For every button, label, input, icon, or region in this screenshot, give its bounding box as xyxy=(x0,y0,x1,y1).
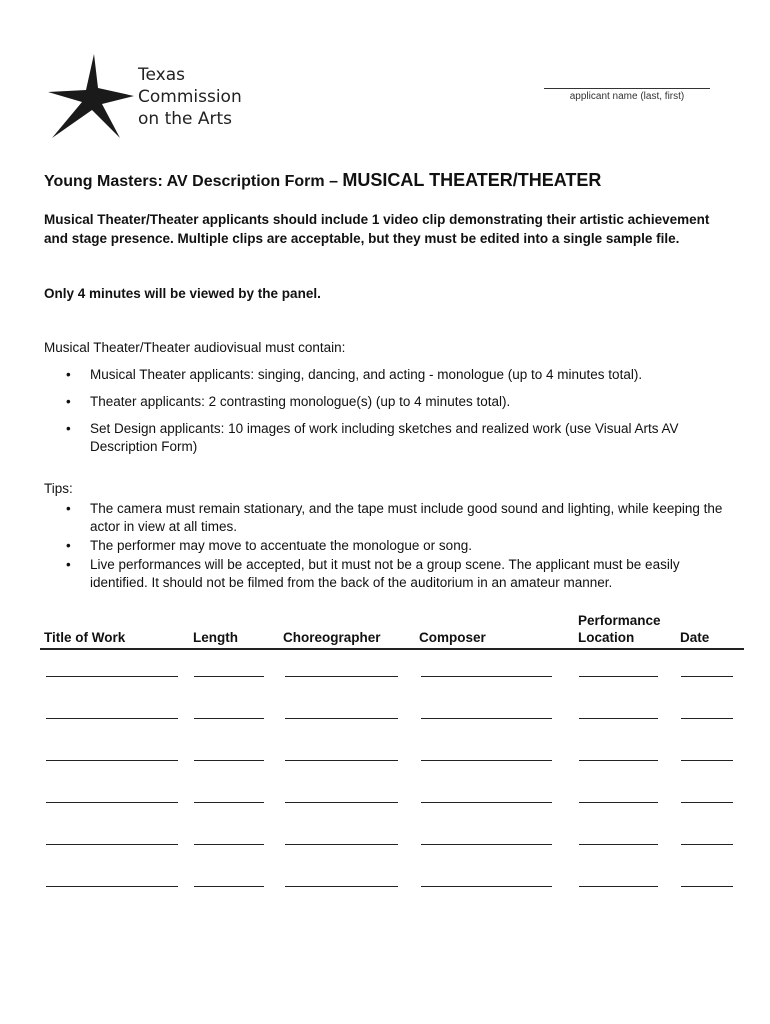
blank-composer[interactable] xyxy=(421,844,552,845)
blank-length[interactable] xyxy=(194,760,264,761)
list-item: • Theater applicants: 2 contrasting monologue(s) (up to 4 minutes total). xyxy=(44,393,724,411)
title-main: MUSICAL THEATER/THEATER xyxy=(342,170,602,190)
logo-line-3: on the Arts xyxy=(138,109,233,129)
contain-list xyxy=(44,366,724,465)
col-length: Length xyxy=(193,630,238,645)
table-row xyxy=(40,734,744,776)
blank-composer[interactable] xyxy=(421,886,552,887)
tips-list xyxy=(44,500,724,593)
list-item: • The performer may move to accentuate the monologue or song. xyxy=(44,537,724,555)
intro-paragraph: Musical Theater/Theater applicants should include 1 video clip demonstrating their artistic achievement and stage presence. Multiple clips are acceptable, but they must be edited into a single sample file. xyxy=(44,212,710,246)
blank-location[interactable] xyxy=(579,802,658,803)
table-row xyxy=(40,860,744,902)
contain-heading: Musical Theater/Theater audiovisual must contain: xyxy=(44,340,346,355)
blank-choreographer[interactable] xyxy=(285,760,398,761)
col-performance-location: Performance Location xyxy=(578,613,661,645)
blank-composer[interactable] xyxy=(421,676,552,677)
blank-title[interactable] xyxy=(46,760,178,761)
tips-heading: Tips: xyxy=(44,481,73,496)
star-icon xyxy=(46,52,138,144)
blank-date[interactable] xyxy=(681,760,733,761)
blank-length[interactable] xyxy=(194,676,264,677)
blank-length[interactable] xyxy=(194,718,264,719)
col-composer: Composer xyxy=(419,630,486,645)
blank-location[interactable] xyxy=(579,886,658,887)
table-body xyxy=(40,650,744,902)
blank-date[interactable] xyxy=(681,886,733,887)
logo-wordmark xyxy=(138,64,242,130)
blank-length[interactable] xyxy=(194,802,264,803)
blank-choreographer[interactable] xyxy=(285,844,398,845)
blank-composer[interactable] xyxy=(421,802,552,803)
blank-location[interactable] xyxy=(579,844,658,845)
blank-choreographer[interactable] xyxy=(285,676,398,677)
blank-title[interactable] xyxy=(46,676,178,677)
blank-title[interactable] xyxy=(46,844,178,845)
blank-title[interactable] xyxy=(46,718,178,719)
logo-line-1: Texas xyxy=(138,65,185,85)
list-item: • Set Design applicants: 10 images of work including sketches and realized work (use Visual Arts AV Description Form) xyxy=(44,420,724,456)
panel-note: Only 4 minutes will be viewed by the panel. xyxy=(44,286,321,301)
blank-date[interactable] xyxy=(681,802,733,803)
blank-choreographer[interactable] xyxy=(285,802,398,803)
blank-location[interactable] xyxy=(579,760,658,761)
col-choreographer: Choreographer xyxy=(283,630,381,645)
page-title xyxy=(44,170,601,191)
blank-composer[interactable] xyxy=(421,718,552,719)
blank-title[interactable] xyxy=(46,802,178,803)
table-row xyxy=(40,692,744,734)
applicant-name-field[interactable] xyxy=(544,74,710,102)
tca-logo xyxy=(46,52,266,144)
blank-length[interactable] xyxy=(194,886,264,887)
title-prefix: Young Masters: AV Description Form – xyxy=(44,173,343,190)
col-title-of-work: Title of Work xyxy=(44,630,126,645)
blank-date[interactable] xyxy=(681,844,733,845)
table-row xyxy=(40,818,744,860)
list-item: • Live performances will be accepted, but it must not be a group scene. The applicant must be easily identified. It should not be filmed from the back of the auditorium in an amateur manner. xyxy=(44,556,724,592)
applicant-name-line[interactable] xyxy=(544,88,710,89)
blank-date[interactable] xyxy=(681,676,733,677)
blank-length[interactable] xyxy=(194,844,264,845)
blank-date[interactable] xyxy=(681,718,733,719)
list-item: • Musical Theater applicants: singing, dancing, and acting - monologue (up to 4 minutes total). xyxy=(44,366,724,384)
table-row xyxy=(40,650,744,692)
col-date: Date xyxy=(680,630,710,645)
logo-line-2: Commission xyxy=(138,87,242,107)
blank-composer[interactable] xyxy=(421,760,552,761)
list-item: • The camera must remain stationary, and the tape must include good sound and lighting, while keeping the actor in view at all times. xyxy=(44,500,724,536)
works-table xyxy=(40,610,744,902)
table-row xyxy=(40,776,744,818)
blank-location[interactable] xyxy=(579,718,658,719)
blank-choreographer[interactable] xyxy=(285,886,398,887)
blank-choreographer[interactable] xyxy=(285,718,398,719)
blank-title[interactable] xyxy=(46,886,178,887)
table-header xyxy=(40,610,744,650)
blank-location[interactable] xyxy=(579,676,658,677)
applicant-name-label: applicant name (last, first) xyxy=(569,91,685,102)
